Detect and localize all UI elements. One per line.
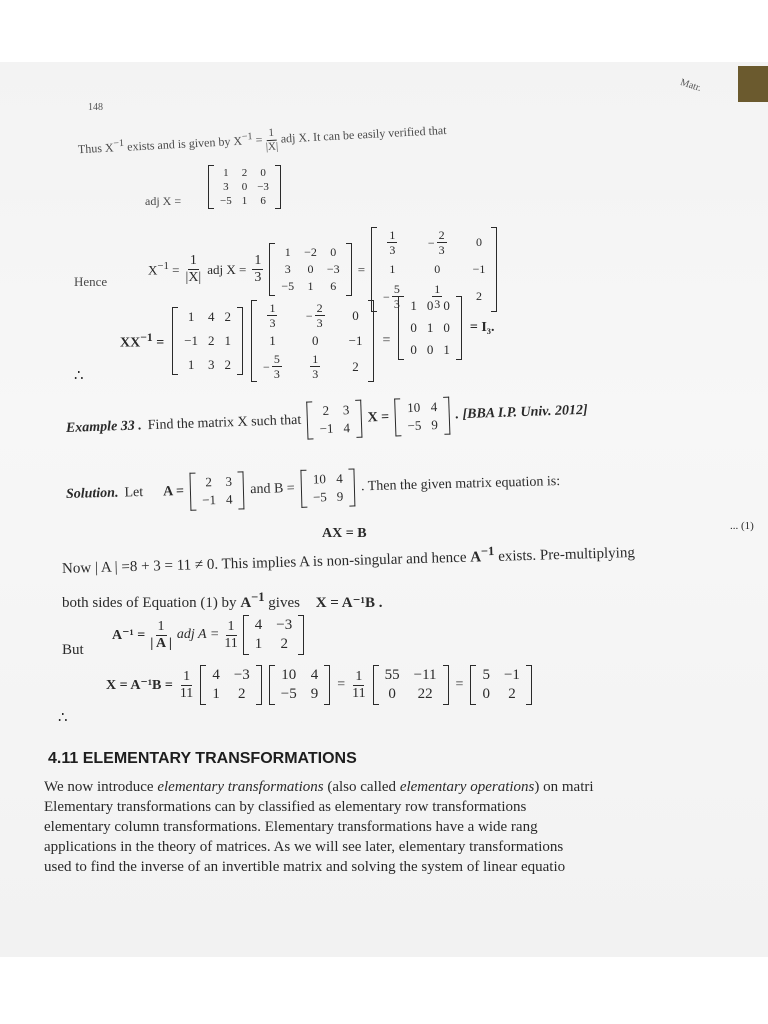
matrix-cell: 10 <box>406 399 421 416</box>
intro-left: Thus X <box>77 140 114 157</box>
para-line-5: used to find the inverse of an invertible matrix and solving the system of linear equatio <box>44 859 566 875</box>
matrix-cell: 10 <box>312 471 327 487</box>
example-33 <box>65 392 588 448</box>
matrix-cell: 0 <box>307 262 314 276</box>
matrix-cell: 5 <box>482 667 490 683</box>
matrix-cell: 2 <box>322 402 330 419</box>
solution-let: Let <box>124 484 144 501</box>
example-x: X = <box>367 409 390 426</box>
ainv-mid: adj A = <box>176 627 220 642</box>
matrix-cell: 1 <box>307 279 314 293</box>
matrix-cell: 0 <box>426 342 434 357</box>
hence-frac1-num: 1 <box>189 253 197 268</box>
matrix-cell: 2 <box>475 289 482 303</box>
but-label: But <box>62 642 84 658</box>
both-sides-text: both sides of Equation (1) by <box>62 595 237 611</box>
xx-label-text: XX <box>120 335 141 351</box>
matrix-cell: 0 <box>434 262 441 276</box>
matrix-cell: −5 <box>281 279 295 293</box>
solution-tail: . Then the given matrix equation is: <box>360 474 561 495</box>
matrix-cell: $\frac{1}{3}$ <box>389 228 396 257</box>
example-matrix1 <box>307 400 363 440</box>
solution-line <box>66 463 561 514</box>
final-frac-den: 11 <box>179 685 194 701</box>
matrix-cell: 4 <box>336 470 344 486</box>
matrix-cell: 2 <box>205 474 213 490</box>
matrix-cell: 4 <box>225 491 233 507</box>
matrix-cell: 1 <box>284 245 291 259</box>
matrix-cell: 4 <box>212 667 220 683</box>
therefore-1: ∴ <box>74 368 84 384</box>
matrix-cell: 0 <box>410 342 417 357</box>
therefore-2: ∴ <box>58 710 68 726</box>
ainv-equation <box>112 615 304 655</box>
matrix-cell: 1 <box>254 636 263 652</box>
matrix-cell: −5 <box>220 195 232 207</box>
matrix-cell: 1 <box>187 309 195 324</box>
matrix-cell: 1 <box>269 333 276 348</box>
matrix-cell: 9 <box>336 488 344 504</box>
now-tail: exists. Pre-multiplying <box>497 545 636 565</box>
gives-text: gives <box>268 595 300 611</box>
matrix-cell: $\frac{1}{3}$ <box>312 352 319 381</box>
matrix-cell: 0 <box>241 181 248 193</box>
matrix-cell: 0 <box>426 298 434 313</box>
now-line <box>62 540 635 578</box>
final-equation: X = A⁻¹B = $\frac{1}{11}$ 4 −3 1 2 10 4 −5 9 = $\frac{1}{11}$ 55 −11 0 22 = 5 −1 0 2 <box>106 665 532 705</box>
xx-matrix1 <box>172 307 243 375</box>
hence-matrix <box>269 243 351 296</box>
matrix-cell: 1 <box>443 342 450 357</box>
section-title: 4.11 ELEMENTARY TRANSFORMATIONS <box>48 750 357 767</box>
matrix-cell: 0 <box>260 167 266 179</box>
matrix-cell: 4 <box>208 309 215 324</box>
ainv-frac-den: | A | <box>150 635 172 651</box>
matrix-cell: 1 <box>241 195 248 207</box>
hence-lhs: $X^{-1}$ = <box>148 260 180 278</box>
ainv-frac <box>150 620 172 651</box>
matrix-cell: 4 <box>343 420 351 436</box>
matrix-cell: −1 <box>201 492 217 508</box>
para-line-1: We now introduce elementary transformations (also called elementary operations) on matri <box>44 779 594 795</box>
ainv-matrix <box>243 615 304 655</box>
matrix-cell: −5 <box>312 489 327 505</box>
matrix-cell: 0 <box>410 320 417 335</box>
matrix-cell: 22 <box>417 686 433 702</box>
identity-matrix <box>398 296 462 360</box>
final-frac <box>180 670 193 701</box>
matrix-cell: 1 <box>187 357 195 372</box>
book-page <box>0 62 768 957</box>
para-line-3: elementary column transformations. Elementary transformations have a wide rang <box>44 819 538 835</box>
matrix-cell: −3 <box>276 617 293 633</box>
example-text: Find the matrix X such that <box>147 412 302 434</box>
identity-label: = I₃. <box>469 320 495 335</box>
and-b-label: and B = <box>250 481 295 498</box>
intro-mid: exists and is given by X <box>126 133 243 154</box>
matrix-cell: 9 <box>310 686 319 702</box>
matrix-cell: 3 <box>342 402 350 418</box>
matrix-cell: 3 <box>208 357 215 372</box>
ainv-frac2-num: 1 <box>227 618 235 634</box>
b-matrix <box>300 468 355 507</box>
matrix-cell: 6 <box>330 279 337 293</box>
ainv-frac-num: 1 <box>157 618 165 634</box>
x-equals: X = A⁻¹B . <box>315 595 383 611</box>
matrix-cell: 55 <box>384 667 400 683</box>
hence-lhs-x: X <box>148 262 158 278</box>
matrix-cell: −1 <box>348 333 363 348</box>
ainv-lhs: A⁻¹ = <box>112 627 146 643</box>
matrix-cell: 2 <box>352 358 359 374</box>
eq-tag: ... (1) <box>730 520 754 532</box>
matrix-cell: 3 <box>225 473 233 489</box>
example-matrix2 <box>395 397 451 437</box>
final-frac-b-den: 11 <box>352 685 366 701</box>
ainv-frac2-den: 11 <box>224 635 238 651</box>
matrix-cell: 3 <box>284 262 291 276</box>
page-number: 148 <box>88 102 103 113</box>
hence-frac1-den: |X| <box>185 270 202 285</box>
ax-eq-b: AX = B <box>322 526 367 541</box>
final-matrix4 <box>470 665 531 705</box>
matrix-cell: −3 <box>233 667 250 683</box>
solution-label: Solution. <box>65 485 119 502</box>
now-ainv: $A^{-1}$ <box>470 543 495 566</box>
matrix-cell: 1 <box>426 320 434 335</box>
example-ref: . [BBA I.P. Univ. 2012] <box>455 402 588 423</box>
matrix-cell: 0 <box>443 298 450 313</box>
matrix-cell: 2 <box>224 357 232 372</box>
intro-frac-num: 1 <box>266 128 276 141</box>
matrix-cell: 1 <box>389 262 396 276</box>
matrix-cell: 9 <box>431 417 439 433</box>
para-line-4: applications in the theory of matrices. As we will see later, elementary transformations <box>44 839 564 855</box>
section-paragraph <box>44 777 594 877</box>
both-ainv: $A^{-1}$ <box>240 590 265 611</box>
matrix-cell: 1 <box>212 686 220 702</box>
matrix-cell: − $\frac{5}{3}$ <box>383 282 400 311</box>
matrix-cell: −5 <box>407 417 422 434</box>
para-line-2: Elementary transformations can by classified as elementary row transformations <box>44 799 527 815</box>
ainv-frac2 <box>224 620 237 651</box>
hence-frac1 <box>186 254 202 285</box>
intro-frac <box>265 128 279 154</box>
matrix-cell: 0 <box>475 235 482 249</box>
matrix-cell: 1 <box>224 333 232 348</box>
final-lhs: X = A⁻¹B = <box>106 677 173 693</box>
final-frac-b <box>352 670 365 701</box>
matrix-cell: $\frac{1}{3}$ <box>269 301 276 330</box>
final-frac-b-num: 1 <box>355 668 363 684</box>
matrix-cell: 1 <box>410 298 417 313</box>
intro-frac-den: |X| <box>265 140 279 154</box>
matrix-cell: −11 <box>413 667 437 683</box>
matrix-cell: 3 <box>223 181 229 193</box>
matrix-cell: 6 <box>260 195 266 207</box>
hence-frac2 <box>252 254 263 285</box>
page-corner-tab <box>738 66 768 102</box>
hence-frac2-num: 1 <box>254 253 262 268</box>
matrix-cell: $\frac{1}{3}$ <box>434 282 441 311</box>
hence-equation: $X^{-1}$ = $\frac{1}{|X|}$ adj X = $\frac{1}{3}$ 1 −2 0 3 0 −3 −5 1 6 = $\frac{1}{3}$ − $\frac{2}{3}$ 0 1 0 −1 − $\frac{5}{3}$ $\frac{1}{3}$ 2 <box>148 227 497 312</box>
matrix-cell: −3 <box>257 181 269 193</box>
now-text: Now | A | =8 + 3 = 11 ≠ 0. This implies A is non-singular and hence <box>61 549 467 577</box>
matrix-cell: − $\frac{2}{3}$ <box>427 228 445 257</box>
matrix-cell: 2 <box>280 636 289 652</box>
matrix-cell: 0 <box>330 245 337 259</box>
top-right-fragment: Matr. <box>678 76 703 95</box>
a-matrix <box>189 471 244 510</box>
a-label: A = <box>162 483 185 500</box>
adjx-label: adj X = <box>145 194 182 208</box>
matrix-cell: −1 <box>184 333 199 348</box>
matrix-cell: 0 <box>443 320 450 335</box>
hence-frac2-den: 3 <box>254 270 262 285</box>
matrix-cell: 2 <box>224 309 232 324</box>
matrix-cell: −1 <box>503 667 520 683</box>
intro-line: Thus $X^{-1}$ exists and is given by $X^{-1}$ = $\frac{1}{|X|}$ adj X. It can be easily verified that <box>77 122 447 157</box>
matrix-cell: −5 <box>280 686 297 702</box>
final-frac-num: 1 <box>183 668 191 684</box>
matrix-cell: 4 <box>254 617 263 633</box>
final-matrix1 <box>200 665 261 705</box>
matrix-cell: 10 <box>281 667 297 683</box>
adjx-matrix <box>208 165 281 214</box>
final-matrix3 <box>373 665 449 705</box>
matrix-cell: 0 <box>388 686 396 702</box>
matrix-cell: − $\frac{2}{3}$ <box>305 301 323 330</box>
matrix-cell: −1 <box>319 420 334 437</box>
matrix-cell: 0 <box>352 307 359 323</box>
intro-right: adj X. It can be easily verified that <box>280 122 447 146</box>
matrix-cell: 2 <box>238 686 246 702</box>
xx-equation: $XX^{-1}$ = 1 4 2 −1 2 1 1 3 2 $\frac{1}{3}$ − $\frac{2}{3}$ 0 1 0 −1 − $\frac{5}{3}$ $\frac{1}{3}$ 2 = 1 0 0 0 1 0 0 0 1 = I₃. <box>120 298 495 381</box>
hence-label: Hence <box>74 274 108 289</box>
matrix-cell: 4 <box>310 667 319 683</box>
xx-label: $XX^{-1}$ = <box>120 330 165 351</box>
matrix-cell: −2 <box>304 245 317 259</box>
matrix-cell: 1 <box>223 167 229 179</box>
matrix-cell: − $\frac{5}{3}$ <box>263 352 280 381</box>
example-label: Example 33 . <box>65 418 143 436</box>
matrix-cell: 4 <box>430 399 438 415</box>
matrix-cell: 0 <box>482 686 490 702</box>
matrix-cell: 2 <box>208 333 215 348</box>
xx-matrix2 <box>251 300 374 382</box>
both-sides-line <box>62 590 383 612</box>
matrix-cell: −3 <box>326 262 340 276</box>
hence-mid: adj X = <box>207 261 247 277</box>
matrix-cell: −1 <box>472 262 486 276</box>
matrix-cell: 2 <box>508 686 516 702</box>
final-matrix2 <box>269 665 330 705</box>
matrix-cell: 2 <box>241 167 248 179</box>
matrix-cell: 0 <box>311 333 319 348</box>
